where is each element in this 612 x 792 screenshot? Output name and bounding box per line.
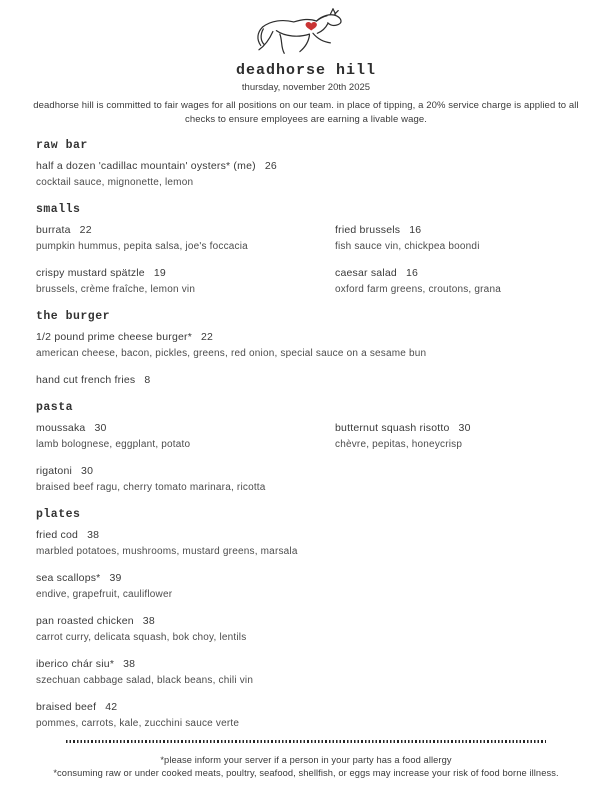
section-pasta: [36, 401, 576, 508]
dish-desc: lamb bolognese, eggplant, potato: [36, 439, 191, 450]
dish-name: fried cod: [36, 529, 79, 541]
menu-item: [36, 701, 576, 730]
section-title: raw bar: [36, 139, 88, 152]
dish-name: hand cut french fries: [36, 374, 136, 386]
menu-item: [335, 267, 576, 296]
dish-name: half a dozen 'cadillac mountain' oysters* (me): [36, 160, 256, 172]
right-column: [335, 267, 576, 310]
dish-price: 19: [153, 267, 166, 279]
dish-price: 16: [409, 224, 422, 236]
dish-name: rigatoni: [36, 465, 73, 477]
horse-logo: [253, 8, 359, 62]
menu-item: [335, 224, 576, 253]
dish-name: butternut squash risotto: [335, 422, 450, 434]
dish-name-line: [36, 374, 576, 387]
dish-name-line: [36, 331, 576, 344]
horse-sketch-lines: [258, 9, 341, 53]
dish-desc: szechuan cabbage salad, black beans, chili vin: [36, 675, 254, 686]
section-raw-bar: [36, 139, 576, 189]
left-column: [36, 267, 335, 310]
dish-name-line: [36, 422, 321, 435]
dish-desc: chèvre, pepitas, honeycrisp: [335, 439, 463, 450]
dish-desc: pumpkin hummus, pepita salsa, joe's foccacia: [36, 241, 248, 252]
dish-desc: american cheese, bacon, pickles, greens, red onion, special sauce on a sesame bun: [36, 348, 427, 359]
section-title: pasta: [36, 401, 74, 414]
menu-footer: [36, 740, 576, 780]
dish-desc: carrot curry, delicata squash, bok choy, lentils: [36, 632, 247, 643]
dish-name: 1/2 pound prime cheese burger*: [36, 331, 193, 343]
dish-price: 42: [105, 701, 118, 713]
menu-item: [36, 160, 576, 189]
menu-item: [36, 615, 576, 644]
dish-desc: pommes, carrots, kale, zucchini sauce verte: [36, 718, 240, 729]
left-column: [36, 465, 335, 508]
dish-desc: fish sauce vin, chickpea boondi: [335, 241, 480, 252]
dish-name-line: [335, 224, 576, 237]
dish-price: 30: [94, 422, 107, 434]
left-column: [36, 422, 335, 465]
section-plates: [36, 508, 576, 730]
dish-desc: brussels, crème fraîche, lemon vin: [36, 284, 196, 295]
dish-price: 8: [144, 374, 151, 386]
dish-name: caesar salad: [335, 267, 397, 279]
dish-name: fried brussels: [335, 224, 401, 236]
dish-price: 38: [142, 615, 155, 627]
dish-name-line: [36, 160, 576, 173]
menu-row: [36, 465, 576, 508]
menu-body: [0, 127, 612, 730]
dish-name: moussaka: [36, 422, 86, 434]
right-column: [335, 224, 576, 267]
dish-price: 39: [109, 572, 122, 584]
dish-name: iberico chár siu*: [36, 658, 115, 670]
menu-header: [0, 0, 612, 127]
menu-item: [36, 658, 576, 687]
dish-name: sea scallops*: [36, 572, 101, 584]
section-title: plates: [36, 508, 81, 521]
dish-desc: braised beef ragu, cherry tomato marinara, ricotta: [36, 482, 266, 493]
dish-name-line: [36, 267, 321, 280]
menu-row: [36, 224, 576, 267]
dish-price: 38: [123, 658, 136, 670]
section-title: the burger: [36, 310, 111, 323]
dish-name: burrata: [36, 224, 71, 236]
dish-price: 30: [81, 465, 94, 477]
dish-price: 26: [264, 160, 277, 172]
dish-name-line: [335, 422, 576, 435]
menu-item: [36, 374, 576, 387]
menu-item: [36, 331, 576, 360]
dish-desc: cocktail sauce, mignonette, lemon: [36, 177, 194, 188]
dish-price: 16: [405, 267, 419, 279]
dish-name-line: [36, 529, 576, 542]
menu-row: [36, 422, 576, 465]
section-title: smalls: [36, 203, 81, 216]
menu-date: thursday, november 20th 2025: [241, 82, 371, 93]
menu-item: [36, 572, 576, 601]
dish-desc: marbled potatoes, mushrooms, mustard greens, marsala: [36, 546, 298, 557]
dish-name-line: [36, 615, 576, 628]
section-smalls: [36, 203, 576, 310]
dish-name-line: [36, 658, 576, 671]
section-the-burger: [36, 310, 576, 387]
dotted-divider: [66, 740, 546, 743]
dish-name: crispy mustard spätzle: [36, 267, 145, 279]
dish-name: pan roasted chicken: [36, 615, 134, 627]
dish-name-line: [36, 465, 321, 478]
menu-item: [36, 465, 321, 494]
menu-item: [335, 422, 576, 451]
left-column: [36, 224, 335, 267]
allergy-note: *please inform your server if a person in your party has a food allergy: [160, 755, 452, 765]
dish-name: braised beef: [36, 701, 97, 713]
right-column: [335, 422, 576, 465]
heart-icon: [306, 22, 317, 30]
dish-name-line: [36, 224, 321, 237]
menu-item: [36, 422, 321, 451]
dish-name-line: [335, 267, 576, 280]
dish-price: 22: [79, 224, 92, 236]
consumption-warning: *consuming raw or under cooked meats, poultry, seafood, shellfish, or eggs may increase your risk of food borne illness.: [53, 768, 559, 778]
menu-item: [36, 267, 321, 296]
dish-price: 30: [458, 422, 471, 434]
intro-text: deadhorse hill is committed to fair wages for all positions on our team. in place of tipping, a 20% service charge is applied to all checks to ensure employees are earning a livable wage.: [33, 100, 579, 125]
right-column: [335, 465, 576, 508]
dish-name-line: [36, 572, 576, 585]
dish-price: 38: [87, 529, 100, 541]
menu-item: [36, 529, 576, 558]
dish-desc: oxford farm greens, croutons, grana: [335, 284, 501, 295]
dish-desc: endive, grapefruit, cauliflower: [36, 589, 173, 600]
restaurant-name: deadhorse hill: [235, 62, 377, 79]
menu-row: [36, 267, 576, 310]
dish-name-line: [36, 701, 576, 714]
menu-item: [36, 224, 321, 253]
dish-price: 22: [201, 331, 214, 343]
